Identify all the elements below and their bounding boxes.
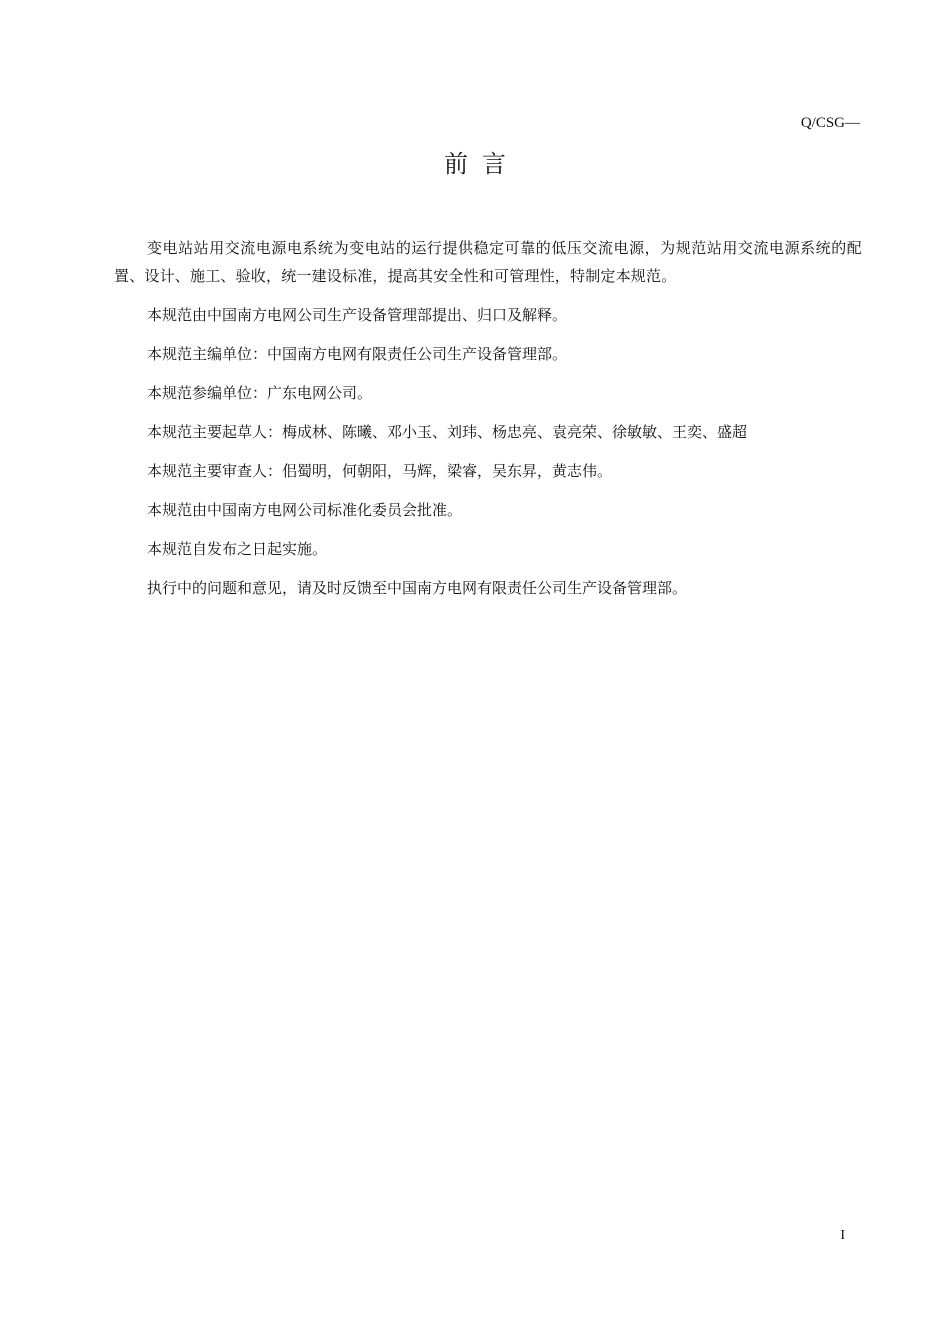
paragraph-effective-date: 本规范自发布之日起实施。 [147,540,328,558]
page-title: 前言 [444,150,520,178]
paragraph-participating-unit: 本规范参编单位：广东电网公司。 [147,384,373,402]
paragraph-approval: 本规范由中国南方电网公司标准化委员会批准。 [147,501,463,519]
paragraph-intro: 变电站站用交流电源电系统为变电站的运行提供稳定可靠的低压交流电源，为规范站用交流电源系统的配置、设计、施工、验收，统一建设标准，提高其安全性和可管理性，特制定本规范。 [114,239,862,285]
paragraph-chief-editor: 本规范主编单位：中国南方电网有限责任公司生产设备管理部。 [147,345,568,363]
document-body [114,234,862,613]
paragraph-feedback: 执行中的问题和意见，请及时反馈至中国南方电网有限责任公司生产设备管理部。 [147,579,688,597]
page-number: I [840,1228,845,1243]
paragraph-reviewers: 本规范主要审查人：佀蜀明，何朝阳，马辉，梁睿，吴东昇，黄志伟。 [147,462,613,480]
paragraph-proposer: 本规范由中国南方电网公司生产设备管理部提出、归口及解释。 [147,306,568,324]
document-code: Q/CSG— [800,115,860,131]
paragraph-drafters: 本规范主要起草人：梅成林、陈曦、邓小玉、刘玮、杨忠亮、袁亮荣、徐敏敏、王奕、盛超 [147,423,748,441]
